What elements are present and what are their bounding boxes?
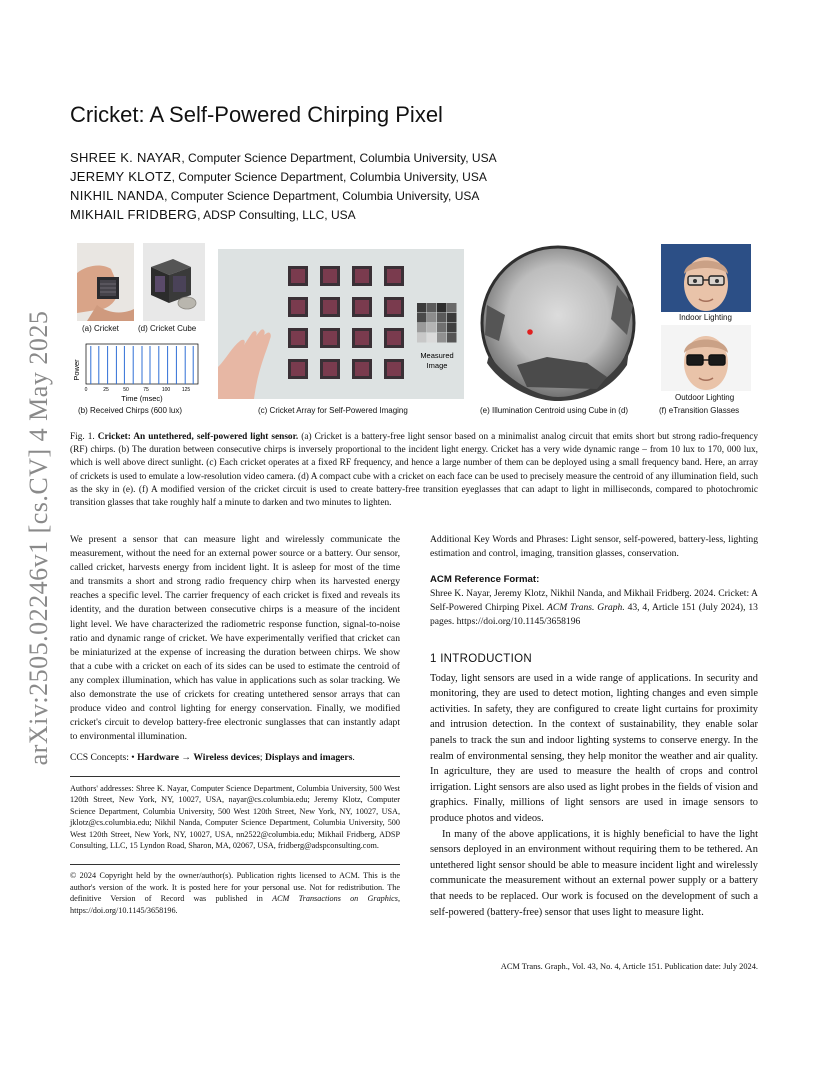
section-heading-introduction: 1 INTRODUCTION (430, 652, 532, 665)
measured-image-pixel (417, 303, 427, 313)
cricket-sensor-panel (387, 362, 401, 376)
author-line (70, 188, 479, 203)
cricket-sensor-panel (323, 331, 337, 345)
measured-image-pixel (447, 323, 457, 333)
x-axis-label: Time (msec) (121, 394, 163, 403)
abstract: We present a sensor that can measure light and wirelessly communicate the measurement, without the need for an external power source or a battery. Our sensor, called cricket, harvests energy from incident light. It is asleep for most of the time and transmits a short and strong radio frequency chirp when its harvested energy reaches a specific level. The carrier frequency of each cricket is fixed and reveals its identity, and the duration between consecutive chirps is a measure of the incident light level. We have characterized the radiometric response function, signal-to-noise ratio and dynamic range of cricket. We have experimentally verified that cricket can be miniaturized at the expense of increasing the duration between chirps. We show that a cube with a cricket on each of its sides can be used to estimate the centroid of any complex illumination, which has value in applications such as solar tracking. We also demonstrate the use of crickets for creating untethered sensor arrays that can produce video and control lighting for energy conservation. Finally, we modified cricket's circuit to develop battery-free electronic sunglasses that can instantly adapt to environmental illumination. (70, 534, 400, 743)
arxiv-stamp: arXiv:2505.02246v1 [cs.CV] 4 May 2025 (24, 310, 53, 766)
author-line (70, 169, 487, 184)
measured-image-pixel (437, 313, 447, 323)
page-footer: ACM Trans. Graph., Vol. 43, No. 4, Article 151. Publication date: July 2024. (500, 962, 758, 971)
author-name: SHREE K. NAYAR (70, 150, 182, 165)
measured-image-pixel (427, 303, 437, 313)
caption-b: (b) Received Chirps (600 lux) (78, 406, 183, 415)
figure-label: Fig. 1. (70, 432, 95, 442)
acm-reference-heading: ACM Reference Format: (430, 574, 540, 586)
cricket-sensor-panel (323, 300, 337, 314)
acm-ref-journal: ACM Trans. Graph. (547, 602, 625, 614)
acm-reference (430, 573, 758, 629)
copyright-text: © 2024 Copyright held by the owner/author(s). Publication rights licensed to ACM. This is the author's version of the work. It is posted here for your personal use. Not for redistribution. The definitive Version of Record was published in (70, 871, 400, 904)
fisheye-sky-photo (477, 245, 639, 401)
cricket-sensor-panel (291, 331, 305, 345)
illumination-centroid-marker (527, 329, 533, 335)
measured-label: Measured (420, 351, 454, 360)
x-tick-label: 0 (84, 387, 88, 393)
author-line (70, 150, 497, 165)
indoor-glasses-photo (661, 244, 751, 312)
ccs-concepts (70, 751, 400, 765)
cricket-sensor-panel (291, 300, 305, 314)
measured-image-pixel (427, 313, 437, 323)
acm-reference-text (430, 587, 758, 629)
caption-a: (a) Cricket (82, 324, 119, 333)
outdoor-glasses-photo (661, 325, 751, 391)
page-title: Cricket: A Self-Powered Chirping Pixel (70, 102, 443, 127)
cricket-sensor-panel (355, 300, 369, 314)
intro-paragraph-2: In many of the above applications, it is highly beneficial to have the light sensors deployed in an environment without requiring them to be tethered. An untethered light sensor should be able to measure incident light and wirelessly communicate the measurement without an external power supply or a battery that needs to be replaced. Our work is focused on the development of such a self-powered (battery-free) sensor that uses light to measure light. (430, 828, 758, 918)
author-line (70, 207, 356, 222)
cricket-sensor-panel (291, 269, 305, 283)
copyright-journal: ACM Transactions on Graphics (272, 894, 398, 904)
cricket-sensor-panel (387, 269, 401, 283)
author-affiliation: , ADSP Consulting, LLC, USA (197, 208, 356, 222)
acm-ref-citation: Shree K. Nayar, Jeremy Klotz, Nikhil Nanda, and Mikhail Fridberg. 2024. Cricket: A Self-Powered Chirping Pixel. (430, 588, 758, 614)
keywords: Additional Key Words and Phrases: Light sensor, self-powered, battery-less, lighting estimation and control, imaging, transition glasses, conservation. (430, 534, 758, 560)
cricket-photo (77, 243, 134, 321)
author-affiliation: , Computer Science Department, Columbia University, USA (171, 170, 487, 184)
indoor-label: Indoor Lighting (679, 313, 732, 322)
measured-image-pixel (427, 333, 437, 343)
measured-image-pixel (447, 313, 457, 323)
copyright-doi: , https://doi.org/10.1145/3658196. (70, 894, 400, 915)
author-name: MIKHAIL FRIDBERG (70, 207, 198, 222)
caption-e: (e) Illumination Centroid using Cube in (d) (480, 406, 629, 415)
ccs-wireless: Wireless devices (193, 752, 260, 764)
x-tick-label: 100 (161, 387, 171, 393)
measured-image-pixel (417, 333, 427, 343)
divider (70, 776, 400, 777)
image-label: Image (426, 361, 448, 370)
y-axis-label: Power (72, 359, 81, 381)
ccs-prefix: CCS Concepts: • (70, 752, 135, 764)
author-affiliation: , Computer Science Department, Columbia University, USA (181, 151, 497, 165)
x-tick-label: 125 (181, 387, 191, 393)
measured-image-pixel (427, 323, 437, 333)
received-chirps-chart (72, 340, 202, 403)
ccs-hardware: Hardware (137, 752, 179, 764)
authors-addresses: Authors' addresses: Shree K. Nayar, Computer Science Department, Columbia University, 500 West 120th Street, New York, NY, 10027, USA, nayar@cs.columbia.edu; Jeremy Klotz, Computer Science Department, Columbia University, 500 West 120th Street, New York, NY, 10027, USA, jklotz@cs.columbia.edu; Nikhil Nanda, Computer Science Department, Columbia University, 500 West 120th Street, New York, NY, 10027, USA, nn2522@columbia.edu; Mikhail Fridberg, ADSP Consulting, LLC, 15 Lyndon Road, Sharon, MA, 02067, USA, fridberg@adspconsulting.com. (70, 783, 400, 851)
copyright-notice (70, 870, 400, 916)
measured-image-pixel (417, 313, 427, 323)
ccs-arrow: → (179, 752, 194, 764)
cricket-array-photo (218, 249, 464, 399)
divider (70, 864, 400, 865)
figure-caption (70, 431, 758, 510)
caption-c: (c) Cricket Array for Self-Powered Imaging (258, 406, 408, 415)
measured-image-pixel (437, 303, 447, 313)
caption-f: (f) eTransition Glasses (659, 406, 740, 415)
cricket-sensor-panel (323, 362, 337, 376)
caption-d: (d) Cricket Cube (138, 324, 197, 333)
cricket-sensor-panel (387, 300, 401, 314)
author-name: JEREMY KLOTZ (70, 169, 172, 184)
ccs-displays: Displays and imagers (265, 752, 353, 764)
measured-image-pixel (437, 323, 447, 333)
figure-caption-text: (a) Cricket is a battery-free light sensor based on a minimalist analog circuit that emits short but strong radio-frequency (RF) chirps. (b) The duration between consecutive chirps is inversely proportional to the incident light energy. Cricket has a very wide dynamic range – from 10 lux to 170, 000 lux, which is well above direct sunlight. (c) Each cricket operates at a fixed RF frequency, and hence a large number of them can be deployed using a small frequency band. Here, an array of crickets is used to emulate a low-resolution video camera. (d) A compact cube with a cricket on each face can be used to precisely measure the centroid of any illumination field, such as the sky in (e). (f) A modified version of the cricket circuit is used to create battery-free transition eyeglasses that can adapt to light in milliseconds, compared to photochromic transition glasses that take roughly half a minute to darken and two minutes to lighten. (70, 432, 759, 509)
author-affiliation: , Computer Science Department, Columbia University, USA (164, 189, 480, 203)
acm-ref-details: 43, 4, Article 151 (July 2024), 13 pages. https://doi.org/10.1145/3658196 (430, 602, 758, 628)
ccs-end: . (352, 752, 355, 764)
x-tick-label: 25 (103, 387, 109, 393)
x-tick-label: 75 (143, 387, 149, 393)
cricket-sensor-panel (387, 331, 401, 345)
x-tick-label: 50 (123, 387, 129, 393)
author-name: NIKHIL NANDA (70, 188, 165, 203)
measured-image-pixel (437, 333, 447, 343)
cricket-sensor-panel (355, 269, 369, 283)
cricket-sensor-panel (355, 362, 369, 376)
cricket-cube-photo (143, 243, 205, 321)
measured-image-pixel (447, 333, 457, 343)
ccs-sep: ; (259, 752, 265, 764)
left-column (70, 533, 400, 916)
figure-caption-bold: Cricket: An untethered, self-powered light sensor. (97, 432, 299, 442)
measured-image-pixel (447, 303, 457, 313)
cricket-sensor-panel (323, 269, 337, 283)
cricket-sensor-panel (355, 331, 369, 345)
cricket-sensor-panel (291, 362, 305, 376)
right-column (430, 533, 758, 920)
outdoor-label: Outdoor Lighting (675, 393, 735, 402)
intro-paragraph-1: Today, light sensors are used in a wide range of applications. In security and monitoring, they are used to detect motion, lighting changes and even simple activities. In safety, they are configured to create light curtains for proximity and intrusion detection. In the context of sustainability, they enable solar panels to track the sun and indoor lighting systems to conserve energy. In the realm of environmental sensing, they help monitor the weather and air quality. In agriculture, they are used to measure the health of crops and control irrigation. Light sensors are also used as light probes in the fields of vision and graphics. Finally, millions of light sensors are used in image sensors to produce photos and videos. (430, 672, 758, 824)
measured-image-pixel (417, 323, 427, 333)
